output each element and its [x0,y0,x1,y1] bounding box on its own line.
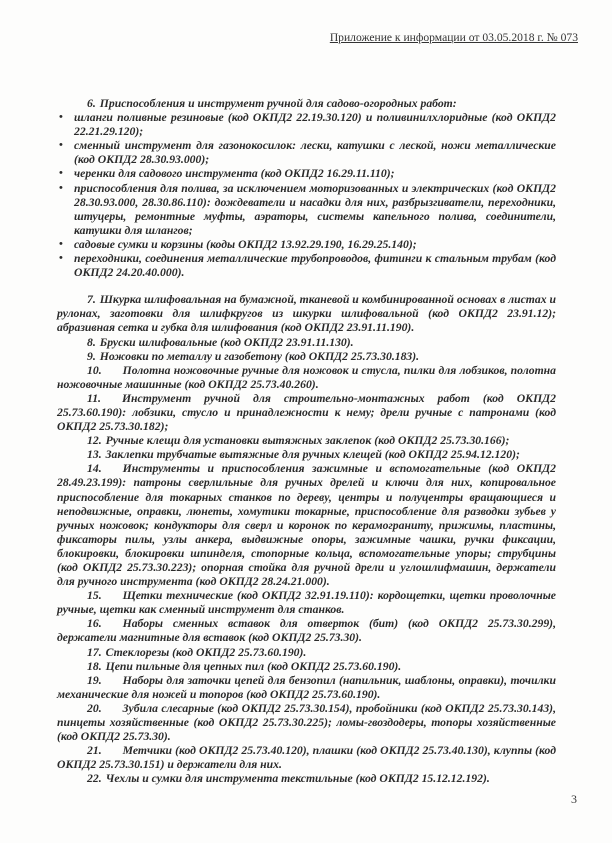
item-text: Шкурка шлифовальная на бумажной, тканевой и комбинированной основах в листах и рулонах, заготовки для шлифкругов из шкурки шлифовальной (код ОКПД2 23.91.12); абразивная сетка и губка для шлифования (код ОКПД2 23.91.11.190). [57,293,556,335]
item-number: 15. [87,589,102,603]
item-number: 16. [87,617,102,631]
item-number: 14. [87,462,102,476]
item-18 [57,660,556,674]
bullet-text: садовые сумки и корзины (коды ОКПД2 13.92.29.190, 16.29.25.140); [74,237,417,251]
item-7 [57,293,556,335]
bullet-item [57,167,556,181]
item-10 [57,364,556,392]
bullet-item [57,139,556,167]
section-6-title: Приспособления и инструмент ручной для садово-огородных работ: [99,97,457,110]
bullet-text: шланги поливные резиновые (код ОКПД2 22.19.30.120) и поливинилхлоридные (код ОКПД2 22.21.29.120); [74,111,556,139]
item-15 [57,589,556,617]
bullet-item [57,111,556,139]
item-text: Стеклорезы (код ОКПД2 25.73.60.190). [105,645,307,659]
bullet-item [57,182,556,238]
item-13 [57,448,556,462]
item-9 [57,350,556,364]
bullet-item [57,238,556,252]
item-text: Ручные клещи для установки вытяжных заклепок (код ОКПД2 25.73.30.166); [105,434,510,448]
bullet-icon: • [59,252,63,265]
bullet-icon: • [59,139,63,152]
section-6-number: 6. [87,97,96,110]
item-number: 8. [87,335,96,349]
document-body [57,97,556,787]
item-text: Бруски шлифовальные (код ОКПД2 23.91.11.130). [99,335,354,349]
item-text: Инструмент ручной для строительно-монтажных работ (код ОКПД2 25.73.60.190): лобзики, стусло и принадлежности к нему; дрели ручные с патронами (код ОКПД2 25.73.30.182); [57,391,556,434]
bullet-icon: • [59,111,63,124]
item-number: 11. [87,391,101,405]
item-text: Ножовки по металлу и газобетону (код ОКПД2 25.73.30.183). [99,349,420,363]
item-19 [57,674,556,702]
document-header: Приложение к информации от 03.05.2018 г. № 073 [329,31,578,44]
numbered-items [57,293,556,786]
item-14 [57,462,556,589]
bullet-icon: • [59,237,63,250]
item-number: 12. [87,434,102,448]
item-text: Инструменты и приспособления зажимные и вспомогательные (код ОКПД2 28.49.23.199): патроны сверлильные для ручных дрелей и ключи для них, копировальное приспособление для токарных станков по дереву, центры и полуцентры вращающиеся и неподвижные, оправки, люнеты, хомутики токарные, приспособление для разводки зубьев у ручных ножовок; кондукторы для сверл и коронок по керамограниту, прижимы, пластины, фиксаторы пилы, узлы анкера, выдвижные опоры, зажимные чашки, ручки фиксации, блокировки, блокировки шпинделя, стопорные кольца, вспомогательные упоры; струбцины (код ОКПД2 25.73.30.223); опорная стойка для ручной дрели и углошлифмашин, держатели для ручного инструмента (код ОКПД2 28.24.21.000). [57,462,556,589]
item-text: Наборы для заточки цепей для бензопил (напильник, шаблоны, оправки), точилки механические для ножей и топоров (код ОКПД2 25.73.60.190). [57,673,556,701]
item-number: 19. [87,673,102,687]
item-number: 17. [87,645,102,659]
page-number: 3 [571,792,577,806]
item-text: Чехлы и сумки для инструмента текстильные (код ОКПД2 15.12.12.192). [105,772,490,786]
item-21 [57,744,556,772]
bullet-text: приспособления для полива, за исключением моторизованных и электрических (код ОКПД2 28.30.93.000, 28.30.86.110): дождеватели и насадки для них, разбрызгиватели, переходники, штуцеры, ремонтные муфты, аэраторы, системы капельного полива, соединители, катушки для шлангов; [74,181,556,237]
item-11 [57,392,556,434]
section-6-bullet-list [57,111,556,280]
item-20 [57,702,556,744]
item-text: Цепи пильные для цепных пил (код ОКПД2 25.73.60.190). [105,659,402,673]
bullet-icon: • [59,167,63,180]
bullet-text: черенки для садового инструмента (код ОКПД2 16.29.11.110); [74,167,395,181]
item-number: 13. [87,448,102,462]
item-number: 20. [87,701,102,715]
section-6-heading [57,97,556,111]
item-12 [57,434,556,448]
item-22 [57,772,556,786]
item-number: 10. [87,363,102,377]
item-8 [57,336,556,350]
item-text: Заклепки трубчатые вытяжные для ручных клещей (код ОКПД2 25.94.12.120); [105,448,520,462]
item-text: Наборы сменных вставок для отверток (бит) (код ОКПД2 25.73.30.299), держатели магнитные для вставок (код ОКПД2 25.73.30). [57,617,556,645]
item-text: Полотна ножовочные ручные для ножовок и стусла, пилки для лобзиков, полотна ножовочные машинные (код ОКПД2 25.73.40.260). [57,363,556,391]
item-number: 7. [87,293,96,307]
bullet-icon: • [59,181,63,194]
item-number: 9. [87,349,96,363]
bullet-item [57,252,556,280]
bullet-text: переходники, соединения металлические трубопроводов, фитинги к стальным трубам (код ОКПД2 24.20.40.000). [74,252,556,280]
item-text: Щетки технические (код ОКПД2 32.91.19.110): кордощетки, щетки проволочные ручные, щетки как сменный инструмент для станков. [57,589,556,617]
item-text: Метчики (код ОКПД2 25.73.40.120), плашки (код ОКПД2 25.73.40.130), клуппы (код ОКПД2 25.73.30.151) и держатели для них. [57,744,556,772]
item-number: 18. [87,659,102,673]
item-text: Зубила слесарные (код ОКПД2 25.73.30.154), пробойники (код ОКПД2 25.73.30.143), пинцеты хозяйственные (код ОКПД2 25.73.30.225); ломы-гвоздодеры, топоры хозяйственные (код ОКПД2 25.73.30). [57,701,556,744]
bullet-text: сменный инструмент для газонокосилок: лески, катушки с леской, ножи металлические (код ОКПД2 28.30.93.000); [74,139,556,167]
item-17 [57,646,556,660]
item-number: 21. [87,744,102,758]
item-number: 22. [87,772,102,786]
item-16 [57,617,556,645]
